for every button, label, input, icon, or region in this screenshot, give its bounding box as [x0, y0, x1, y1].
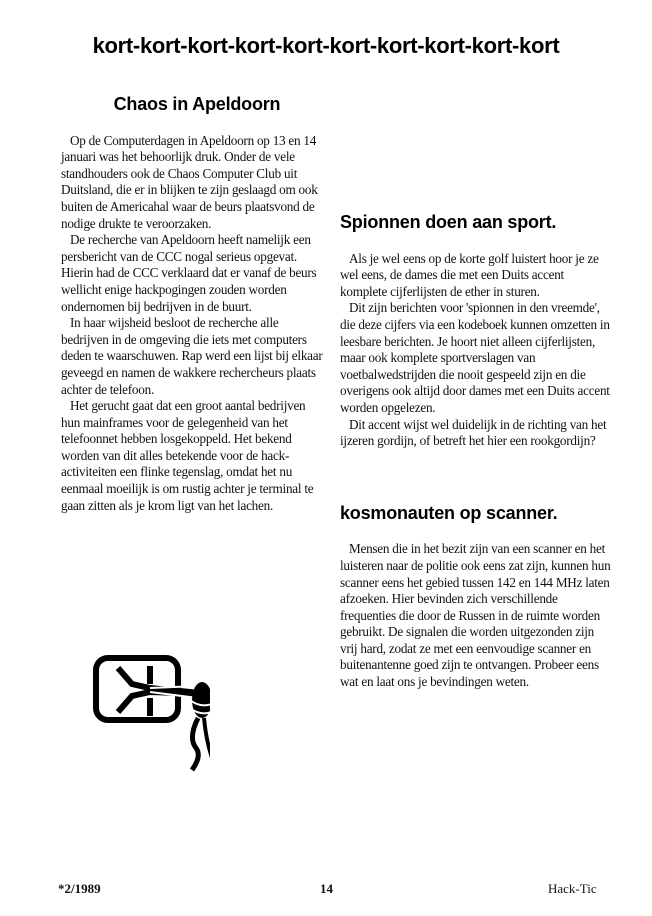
right-column — [340, 214, 612, 691]
ccc-logo-knotted-cable-icon — [90, 648, 210, 778]
article-title: Spionnen doen aan sport. — [340, 212, 557, 232]
article-title: kosmonauten op scanner. — [340, 502, 558, 523]
article-title: Chaos in Apeldoorn — [113, 94, 281, 114]
article-kosmonauten-op-scanner — [340, 502, 612, 691]
article-paragraph: Als je wel eens op de korte golf luistert hoor je ze wel eens, de dames die met een Duits accent komplete cijferlijsten de ether in sturen. — [340, 250, 599, 299]
article-paragraph: In haar wijsheid besloot de recherche alle bedrijven in de omgeving die iets met computers deden te waarschuwen. Rap werd een lijst bij elkaar geveegd en namen de wakkere rechercheurs plaats achter de telefoon. — [61, 315, 323, 397]
article-paragraph: Op de Computerdagen in Apeldoorn op 13 en 14 januari was het behoorlijk druk. Onder de vele standhouders ook de Chaos Computer Club uit Duitsland, die er in blijken te zijn geslaagd om ook buiten de Americahal waar de beurs plaatsvond de nodige drukte te veroorzaken. — [61, 132, 318, 231]
article-paragraph: Het gerucht gaat dat een groot aantal bedrijven hun mainframes voor de gelegenheid van het telefoonnet hebben losgekoppeld. Het bekend worden van dit alles betekende voor de hack-activiteiten een flinke tegenslag, omdat het nu eenmaal moeilijk is om rustig achter je terminal te gaan zitten als je krom ligt van het lachen. — [61, 398, 314, 513]
article-paragraph: Mensen die in het bezit zijn van een scanner en het luisteren naar de politie ook eens zat zijn, kunnen hun scanner eens het gebied tussen 142 en 144 MHz laten afzoeken. Hier bevinden zich verschillende frequenties die door de Russen in de ruimte worden gebruikt. De signalen die worden uitgezonden zijn vrij hard, zodat ze met een eenvoudige scanner en buitenantenne goed zijn te ontvangen. Probeer eens wat en laat ons je bevindingen weten. — [340, 541, 611, 690]
page-number: 14 — [320, 881, 333, 896]
article-paragraph: Dit accent wijst wel duidelijk in de richting van het ijzeren gordijn, of betreft het hier een rookgordijn? — [340, 416, 607, 449]
article-chaos-in-apeldoorn — [61, 96, 325, 514]
article-paragraph: Dit zijn berichten voor 'spionnen in den vreemde', die deze cijfers via een kodeboek kunnen omzetten in leesbare berichten. Je hoort niet alleen cijferlijsten, maar ook komplete sportverslagen van voetbalwedstrijden die nooit gespeeld zijn en die overigens ook altijd door dames met een Duits accent worden opgelezen. — [340, 300, 610, 415]
article-paragraph: De recherche van Apeldoorn heeft namelijk een persbericht van de CCC nogal serieus opgevat. Hierin had de CCC verklaard dat er vanaf de beurs wellicht enige hackpogingen zouden worden ondernomen bij bedrijven in de buurt. — [61, 232, 317, 314]
issue-number: *2/1989 — [58, 881, 101, 896]
magazine-name: Hack-Tic — [548, 881, 597, 896]
section-banner: kort-kort-kort-kort-kort-kort-kort-kort-kort-kort — [92, 33, 560, 58]
article-spionnen-doen-aan-sport — [340, 214, 612, 450]
